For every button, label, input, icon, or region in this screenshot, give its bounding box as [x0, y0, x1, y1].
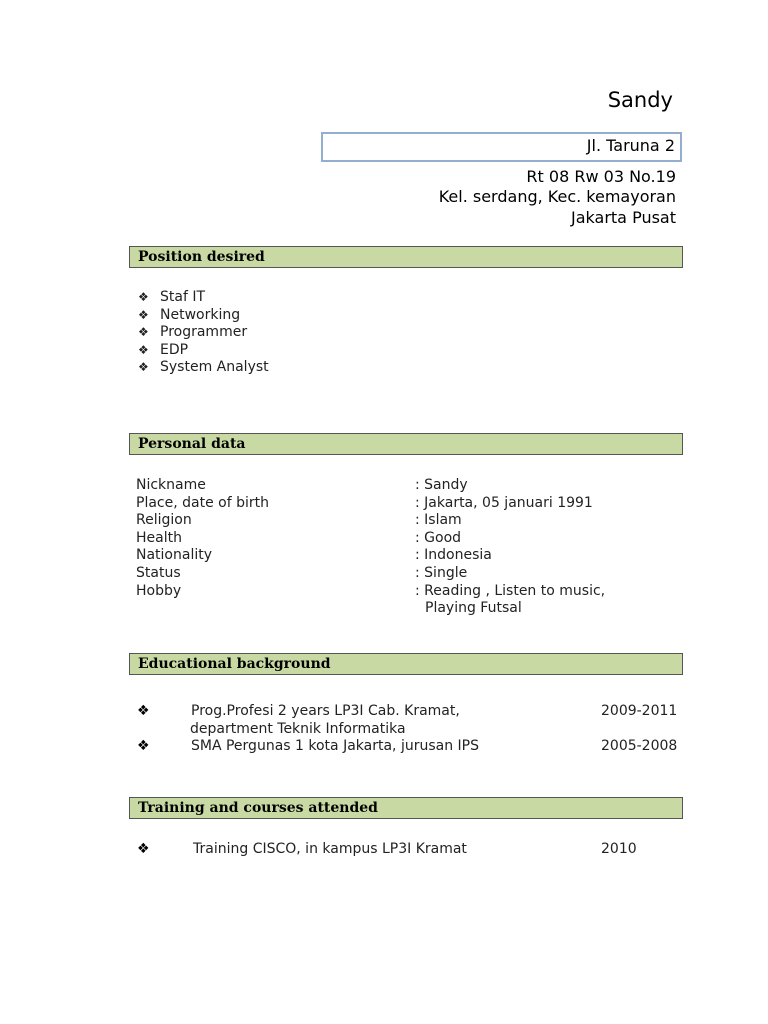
diamond-bullet-icon: ❖	[138, 325, 149, 340]
personal-value-nationality: : Indonesia	[415, 547, 492, 564]
address-line-1: Rt 08 Rw 03 No.19	[526, 167, 676, 186]
applicant-name: Sandy	[607, 88, 673, 112]
education-item-2-years: 2005-2008	[601, 738, 678, 754]
section-heading-personal: Personal data	[129, 433, 683, 455]
personal-label-religion: Religion	[136, 512, 192, 529]
diamond-bullet-icon: ❖	[138, 360, 149, 375]
personal-value-nickname: : Sandy	[415, 477, 468, 493]
personal-value-status: : Single	[415, 565, 468, 581]
personal-label-health: Health	[136, 529, 182, 546]
personal-value-birth: : Jakarta, 05 januari 1991	[415, 494, 593, 511]
personal-label-nickname: Nickname	[136, 477, 206, 493]
section-heading-position: Position desired	[129, 246, 683, 268]
personal-label-hobby: Hobby	[136, 582, 182, 599]
list-item: ❖ System Analyst	[138, 359, 269, 376]
diamond-bullet-icon: ❖	[137, 703, 150, 719]
education-item-2-text: SMA Pergunas 1 kota Jakarta, jurusan IPS	[191, 738, 479, 754]
personal-label-status: Status	[136, 565, 181, 581]
list-item: ❖ EDP	[138, 341, 189, 358]
diamond-bullet-icon: ❖	[137, 738, 150, 754]
education-item-1-line-2: department Teknik Informatika	[190, 720, 406, 737]
personal-value-hobby-continued: Playing Futsal	[425, 600, 522, 617]
diamond-bullet-icon: ❖	[138, 290, 149, 304]
section-heading-training: Training and courses attended	[129, 797, 683, 819]
diamond-bullet-icon: ❖	[138, 342, 149, 357]
list-item: ❖ Staf IT	[138, 289, 206, 305]
personal-label-birth: Place, date of birth	[136, 494, 269, 511]
personal-value-hobby: : Reading , Listen to music,	[415, 582, 606, 599]
education-item-1-years: 2009-2011	[601, 703, 678, 719]
list-item: ❖ Programmer	[138, 324, 248, 341]
address-line-2: Kel. serdang, Kec. kemayoran	[438, 187, 676, 206]
address-line-3: Jakarta Pusat	[571, 208, 676, 227]
training-item-1-year: 2010	[601, 841, 637, 857]
diamond-bullet-icon: ❖	[137, 841, 150, 857]
diamond-bullet-icon: ❖	[138, 307, 149, 322]
education-item-1-line-1: Prog.Profesi 2 years LP3I Cab. Kramat,	[191, 703, 460, 719]
personal-label-nationality: Nationality	[136, 547, 213, 564]
section-heading-education: Educational background	[129, 653, 683, 675]
position-list	[138, 289, 269, 377]
personal-value-religion: : Islam	[415, 512, 462, 529]
address-box: Jl. Taruna 2	[321, 132, 682, 162]
training-item-1-text: Training CISCO, in kampus LP3I Kramat	[193, 841, 467, 857]
personal-value-health: : Good	[415, 529, 462, 546]
list-item: ❖ Networking	[138, 306, 241, 323]
